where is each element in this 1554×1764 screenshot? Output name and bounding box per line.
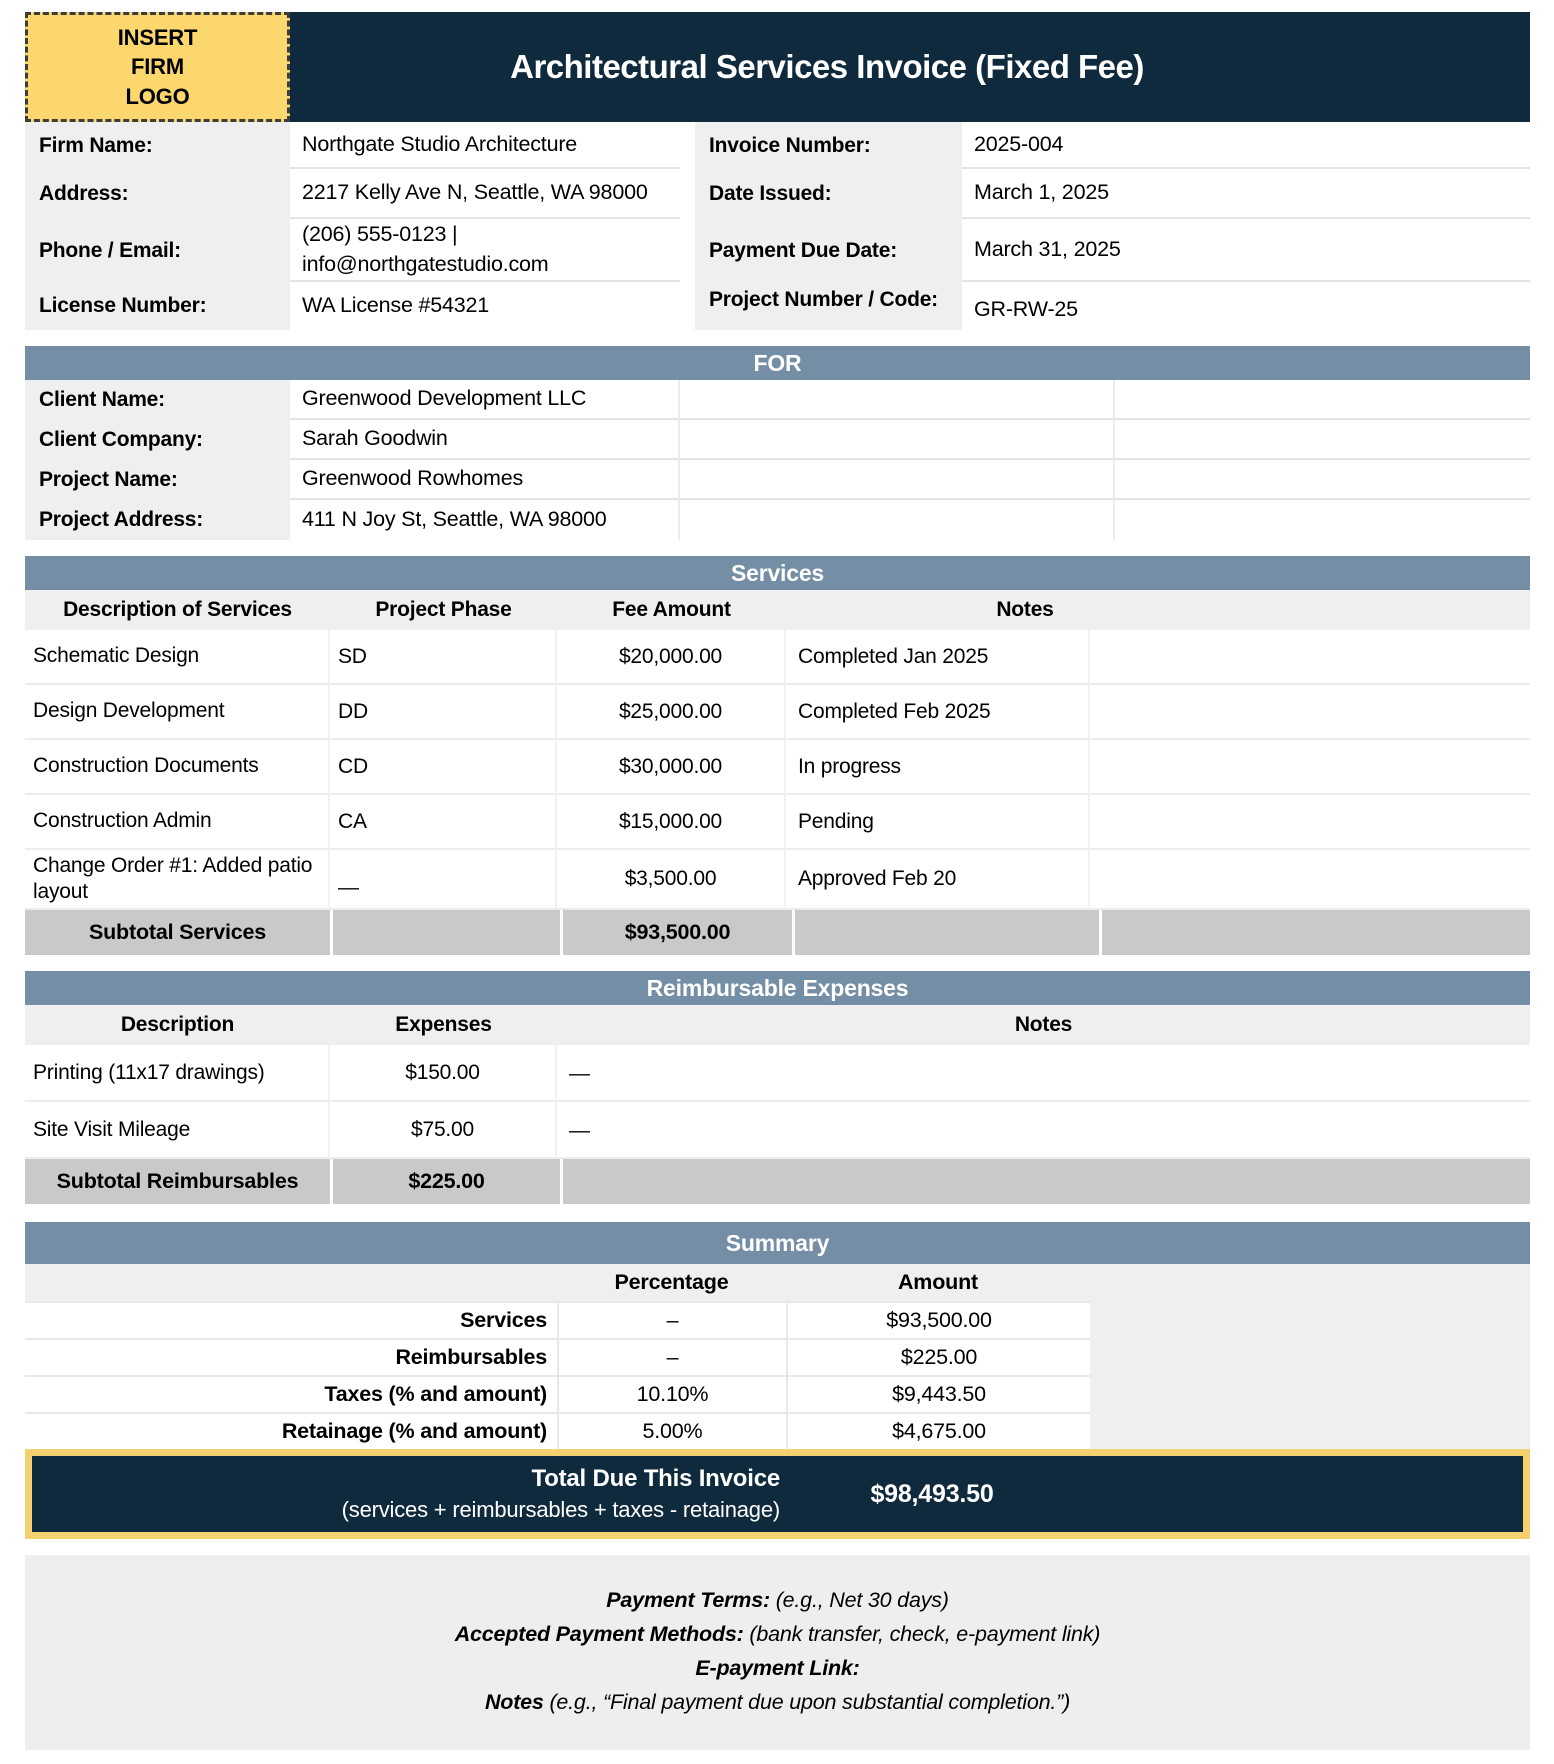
epayment-link-label: E-payment Link: <box>695 1656 860 1680</box>
service-fee: $15,000.00 <box>557 795 786 850</box>
service-phase: CD <box>330 740 557 795</box>
service-description: Construction Admin <box>25 795 330 850</box>
empty-cell <box>1090 850 1530 910</box>
footer-notes-text: (e.g., “Final payment due upon substantial completion.”) <box>543 1690 1071 1714</box>
empty-cell <box>680 500 1115 540</box>
project-name-label: Project Name: <box>25 460 290 500</box>
reimbursable-row <box>25 1045 1530 1102</box>
reimbursables-subtotal-amount: $225.00 <box>333 1159 560 1204</box>
summary-row-label: Services <box>25 1301 557 1338</box>
invoice-content <box>25 12 1530 1750</box>
empty-cell <box>1090 1338 1530 1373</box>
for-section-title: FOR <box>753 349 802 376</box>
services-section-title: Services <box>730 559 825 586</box>
empty-cell <box>333 910 560 955</box>
col-header-amount: Amount <box>786 1264 1090 1301</box>
project-address-value: 411 N Joy St, Seattle, WA 98000 <box>290 500 680 540</box>
reimbursable-note: — <box>557 1045 1530 1102</box>
accepted-methods-text: (bank transfer, check, e-payment link) <box>743 1622 1101 1646</box>
total-due-amount: $98,493.50 <box>870 1479 994 1508</box>
reimbursables-table-header <box>25 1005 1530 1045</box>
reimbursable-expense: $150.00 <box>330 1045 557 1102</box>
summary-row-amount: $93,500.00 <box>786 1301 1090 1338</box>
services-subtotal-amount: $93,500.00 <box>563 910 792 955</box>
empty-cell <box>680 460 1115 500</box>
empty-cell <box>1090 1375 1530 1410</box>
date-issued-label: Date Issued: <box>695 169 962 219</box>
col-header-notes: Notes <box>1014 1013 1073 1036</box>
summary-row-label: Reimbursables <box>25 1338 557 1375</box>
license-number-label: License Number: <box>25 282 290 330</box>
service-note: Pending <box>786 795 1090 850</box>
service-fee: $20,000.00 <box>557 630 786 685</box>
address-label: Address: <box>25 169 290 219</box>
summary-row-percentage: – <box>557 1338 786 1375</box>
service-note: Completed Feb 2025 <box>786 685 1090 740</box>
spacer <box>680 219 695 282</box>
firm-invoice-info <box>25 122 1530 330</box>
payment-due-date-label: Payment Due Date: <box>695 219 962 282</box>
col-header-notes: Notes <box>996 598 1054 621</box>
project-number-label: Project Number / Code: <box>695 282 962 330</box>
project-address-label: Project Address: <box>25 500 290 540</box>
empty-cell <box>1090 795 1530 850</box>
client-info <box>25 380 1530 540</box>
reimbursable-row <box>25 1102 1530 1159</box>
client-name-value: Greenwood Development LLC <box>290 380 680 420</box>
service-phase: DD <box>330 685 557 740</box>
footer-notes-label: Notes <box>484 1690 544 1714</box>
footer-line <box>25 1690 1530 1715</box>
footer-line <box>25 1588 1530 1613</box>
spacer <box>680 282 695 330</box>
empty-cell <box>1115 420 1530 460</box>
empty-cell <box>1090 685 1530 740</box>
page-title: Architectural Services Invoice (Fixed Fee) <box>510 48 1144 85</box>
accepted-methods-label: Accepted Payment Methods: <box>454 1622 744 1646</box>
payment-terms-text: (e.g., Net 30 days) <box>769 1588 949 1612</box>
reimbursables-subtotal-row <box>25 1159 1530 1204</box>
service-note: In progress <box>786 740 1090 795</box>
client-company-label: Client Company: <box>25 420 290 460</box>
services-table-header <box>25 590 1530 630</box>
empty-cell <box>1115 500 1530 540</box>
invoice-number-value: 2025-004 <box>962 122 1530 169</box>
summary-table <box>25 1264 1530 1449</box>
service-row <box>25 740 1530 795</box>
client-company-value: Sarah Goodwin <box>290 420 680 460</box>
empty-cell <box>563 1159 1530 1204</box>
empty-cell <box>795 910 1099 955</box>
service-description: Design Development <box>25 685 330 740</box>
col-header-description: Description of Services <box>63 598 292 621</box>
service-fee: $30,000.00 <box>557 740 786 795</box>
empty-cell <box>1102 910 1530 955</box>
title-band <box>290 12 1530 122</box>
section-header-reimbursables <box>25 971 1530 1005</box>
summary-row-amount: $9,443.50 <box>786 1375 1090 1412</box>
service-description: Change Order #1: Added patio layout <box>25 850 330 910</box>
service-row <box>25 850 1530 910</box>
reimbursable-description: Printing (11x17 drawings) <box>25 1045 330 1102</box>
service-note: Completed Jan 2025 <box>786 630 1090 685</box>
services-subtotal-label: Subtotal Services <box>25 910 330 955</box>
logo-text-line: INSERT <box>117 25 198 51</box>
payment-terms-label: Payment Terms: <box>606 1588 770 1612</box>
col-header-fee: Fee Amount <box>612 598 731 621</box>
services-subtotal-row <box>25 910 1530 955</box>
firm-name-label: Firm Name: <box>25 122 290 169</box>
footer-line <box>25 1656 1530 1681</box>
spacer <box>680 122 695 169</box>
reimbursables-section-title: Reimbursable Expenses <box>646 974 909 1001</box>
section-header-summary <box>25 1222 1530 1264</box>
project-number-value: GR-RW-25 <box>962 282 1530 330</box>
firm-name-value: Northgate Studio Architecture <box>290 122 680 169</box>
empty-cell <box>1115 460 1530 500</box>
reimbursables-subtotal-label: Subtotal Reimbursables <box>25 1159 330 1204</box>
service-description: Schematic Design <box>25 630 330 685</box>
project-name-value: Greenwood Rowhomes <box>290 460 680 500</box>
total-due-formula: (services + reimbursables + taxes - retainage) <box>341 1497 780 1523</box>
service-fee: $3,500.00 <box>557 850 786 910</box>
service-row <box>25 685 1530 740</box>
summary-row-amount: $225.00 <box>786 1338 1090 1375</box>
total-due-band <box>25 1449 1530 1539</box>
section-header-services <box>25 556 1530 590</box>
phone-email-value: (206) 555-0123 | info@northgatestudio.com <box>290 219 680 282</box>
empty-cell <box>680 420 1115 460</box>
service-phase: — <box>330 850 557 910</box>
invoice-header <box>25 12 1530 122</box>
col-header-percentage: Percentage <box>557 1264 786 1301</box>
service-row <box>25 630 1530 685</box>
reimbursable-note: — <box>557 1102 1530 1159</box>
service-fee: $25,000.00 <box>557 685 786 740</box>
spacer <box>680 169 695 219</box>
summary-row-label: Taxes (% and amount) <box>25 1375 557 1412</box>
total-due-labels <box>32 1463 780 1525</box>
empty-cell <box>1115 380 1530 420</box>
total-due-label: Total Due This Invoice <box>531 1464 780 1492</box>
summary-row-percentage: 10.10% <box>557 1375 786 1412</box>
logo-text-line: LOGO <box>125 83 190 109</box>
empty-cell <box>1090 1412 1530 1447</box>
summary-row-label: Retainage (% and amount) <box>25 1412 557 1449</box>
reimbursable-expense: $75.00 <box>330 1102 557 1159</box>
date-issued-value: March 1, 2025 <box>962 169 1530 219</box>
address-value: 2217 Kelly Ave N, Seattle, WA 98000 <box>290 169 680 219</box>
invoice-number-label: Invoice Number: <box>695 122 962 169</box>
empty-cell <box>1090 1301 1530 1336</box>
service-phase: CA <box>330 795 557 850</box>
col-header-expenses: Expenses <box>395 1013 492 1036</box>
summary-row-percentage: – <box>557 1301 786 1338</box>
empty-cell <box>1090 740 1530 795</box>
service-phase: SD <box>330 630 557 685</box>
payment-due-date-value: March 31, 2025 <box>962 219 1530 282</box>
summary-section-title: Summary <box>725 1229 830 1256</box>
col-header-description: Description <box>120 1013 235 1036</box>
empty-cell <box>1090 1264 1530 1301</box>
client-name-label: Client Name: <box>25 380 290 420</box>
service-row <box>25 795 1530 850</box>
license-number-value: WA License #54321 <box>290 282 680 330</box>
logo-text-line: FIRM <box>131 54 184 80</box>
footer-line <box>25 1622 1530 1647</box>
empty-cell <box>1090 630 1530 685</box>
reimbursable-description: Site Visit Mileage <box>25 1102 330 1159</box>
empty-cell <box>25 1264 557 1301</box>
summary-row-amount: $4,675.00 <box>786 1412 1090 1449</box>
service-description: Construction Documents <box>25 740 330 795</box>
col-header-phase: Project Phase <box>375 598 512 621</box>
service-note: Approved Feb 20 <box>786 850 1090 910</box>
phone-email-label: Phone / Email: <box>25 219 290 282</box>
payment-terms-footer <box>25 1555 1530 1750</box>
firm-logo-placeholder[interactable] <box>25 12 290 122</box>
empty-cell <box>680 380 1115 420</box>
section-header-for <box>25 346 1530 380</box>
summary-row-percentage: 5.00% <box>557 1412 786 1449</box>
